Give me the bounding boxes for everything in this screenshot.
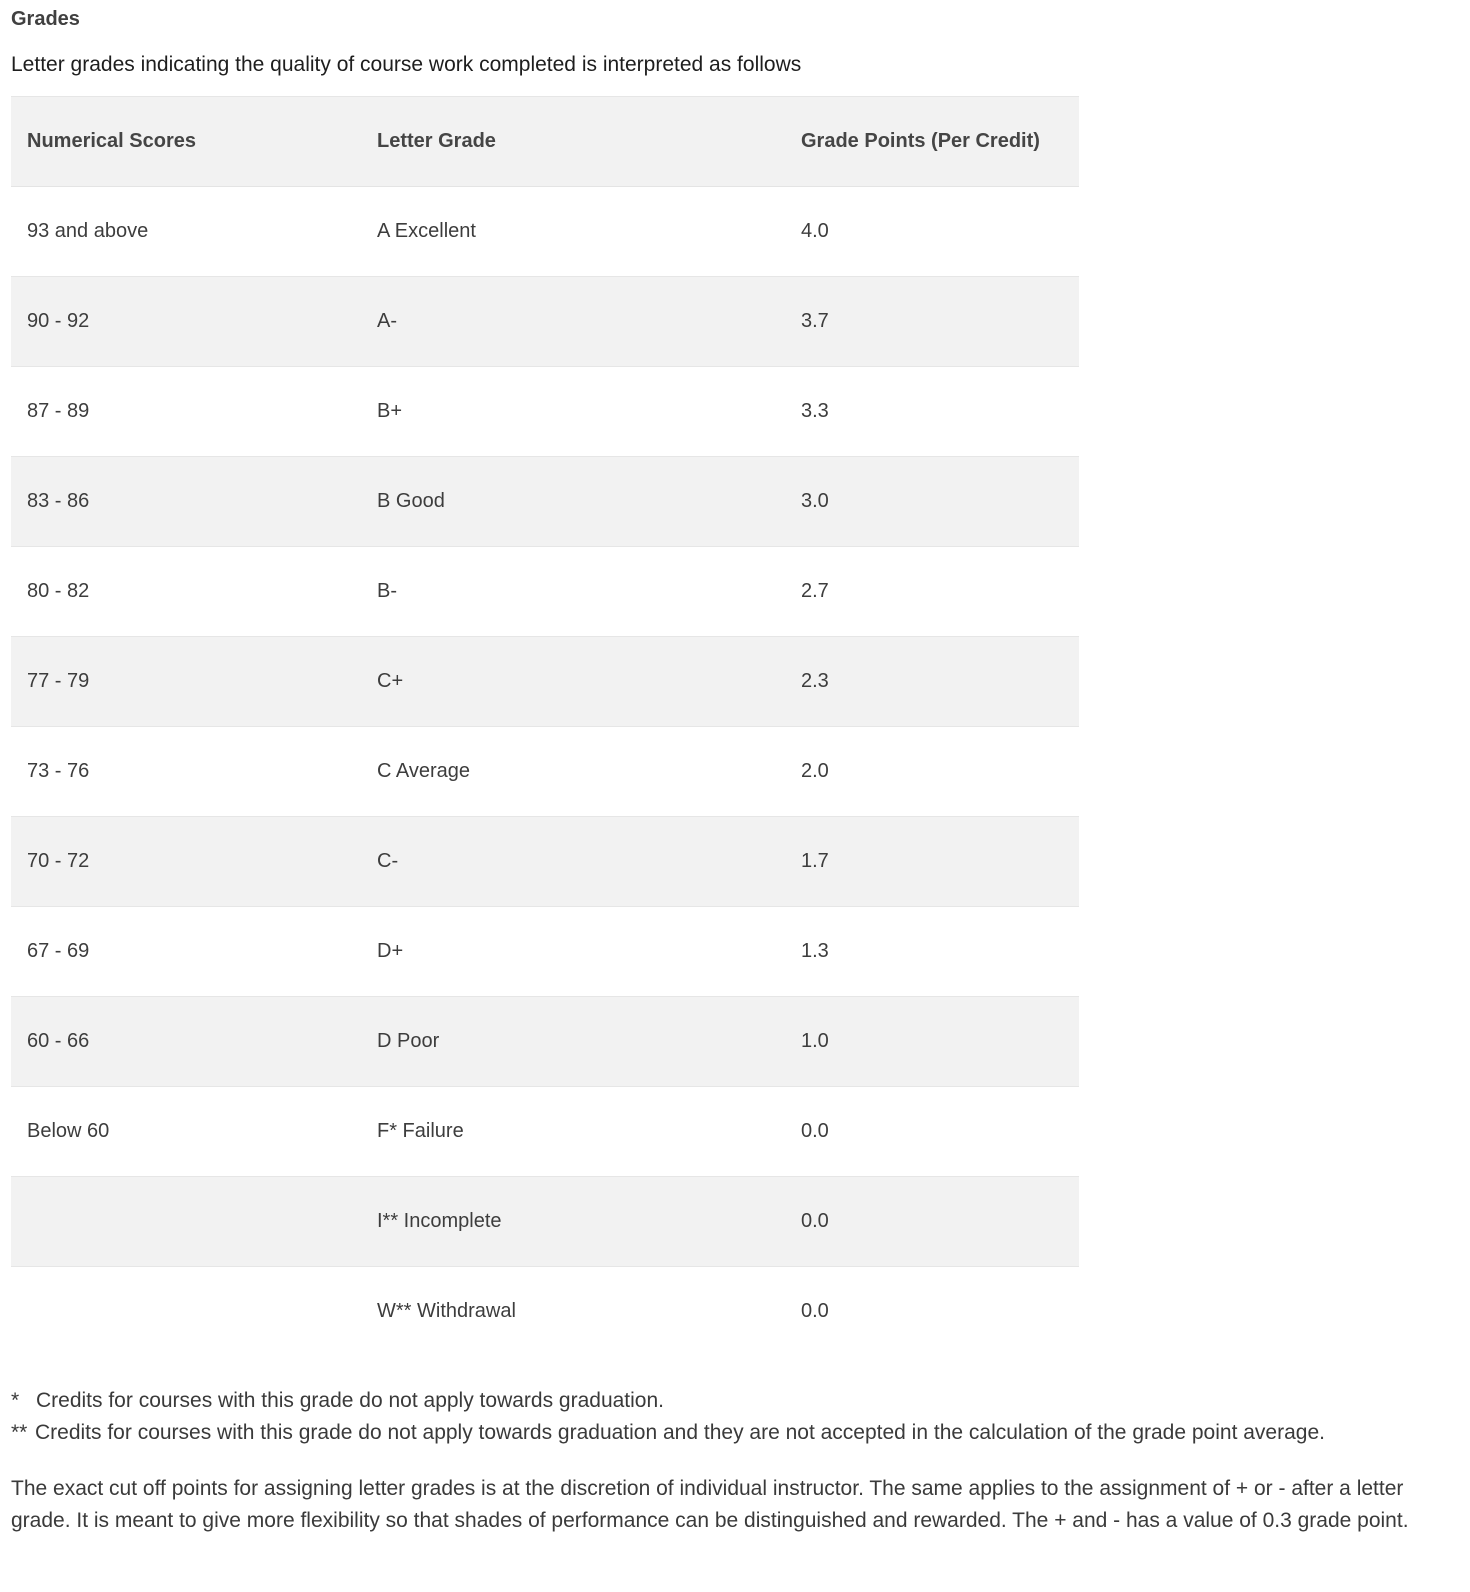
cell-grade: B+: [377, 400, 403, 422]
cell-points: 3.0: [801, 490, 829, 512]
cell-grade: C-: [377, 850, 399, 872]
section-title: Grades: [11, 8, 80, 30]
cell-grade: B-: [377, 580, 397, 602]
cell-points: 1.7: [801, 850, 829, 872]
cell-grade: A Excellent: [377, 220, 476, 242]
header-letter-grade: Letter Grade: [377, 130, 496, 152]
intro-text: Letter grades indicating the quality of course work completed is interpreted as follows: [11, 53, 802, 76]
grades-table: [11, 96, 1079, 1357]
footnote-text: Credits for courses with this grade do not apply towards graduation.: [36, 1389, 665, 1412]
cell-score: 93 and above: [27, 220, 149, 242]
cell-grade: A-: [377, 310, 397, 332]
cell-points: 2.7: [801, 580, 829, 602]
cell-score: 90 - 92: [27, 310, 90, 332]
table-row: [11, 1177, 1079, 1267]
cell-points: 0.0: [801, 1120, 829, 1142]
cell-points: 0.0: [801, 1210, 829, 1232]
table-row: [11, 997, 1079, 1087]
cell-score: Below 60: [27, 1120, 110, 1142]
cell-points: 3.7: [801, 310, 829, 332]
table-row: [11, 457, 1079, 547]
footnote-mark: **: [11, 1421, 28, 1444]
footnote-text: Credits for courses with this grade do not apply towards graduation and they are not accepted in the calculation of the grade point average.: [35, 1421, 1325, 1444]
cell-score: [11, 1267, 361, 1357]
cell-grade: C Average: [377, 760, 471, 782]
cell-grade: C+: [377, 670, 404, 692]
cell-score: 73 - 76: [27, 760, 90, 782]
table-row: [11, 187, 1079, 277]
cell-score: 60 - 66: [27, 1030, 90, 1052]
footnote-mark: *: [11, 1389, 20, 1412]
table-row: [11, 637, 1079, 727]
cell-grade: D+: [377, 940, 404, 962]
cell-grade: W** Withdrawal: [377, 1300, 516, 1323]
cell-points: 1.0: [801, 1030, 829, 1052]
table-header-row: [11, 97, 1079, 187]
cell-grade: I** Incomplete: [377, 1210, 502, 1232]
table-row: [11, 817, 1079, 907]
header-grade-points: Grade Points (Per Credit): [801, 130, 1040, 152]
table-row: [11, 547, 1079, 637]
cell-grade: D Poor: [377, 1030, 440, 1052]
table-row: [11, 367, 1079, 457]
cell-score: 80 - 82: [27, 580, 90, 602]
footnote-double-asterisk: [11, 1417, 1325, 1449]
cell-grade: F* Failure: [377, 1120, 464, 1142]
table-row: [11, 1087, 1079, 1177]
cell-points: 2.0: [801, 760, 829, 782]
cell-points: 3.3: [801, 400, 829, 422]
cell-score: 67 - 69: [27, 940, 90, 962]
closing-paragraph: The exact cut off points for assigning letter grades is at the discretion of individual instructor. The same applies to the assignment of + or - after a letter grade. It is meant to give more flexibility so that shades of performance can be distinguished and rewarded. The + and - has a value of 0.3 grade point.: [11, 1477, 1409, 1532]
cell-points: 0.0: [801, 1300, 829, 1323]
footnotes: [11, 1385, 1325, 1449]
cell-score: 77 - 79: [27, 670, 90, 692]
header-numerical-scores: Numerical Scores: [27, 130, 196, 152]
cell-score: [11, 1177, 361, 1267]
cell-points: 1.3: [801, 940, 829, 962]
cell-score: 83 - 86: [27, 490, 90, 512]
table-row: [11, 727, 1079, 817]
cell-score: 87 - 89: [27, 400, 90, 422]
cell-points: 2.3: [801, 670, 829, 692]
cell-points: 4.0: [801, 220, 829, 242]
table-row: [11, 1267, 1079, 1357]
cell-score: 70 - 72: [27, 850, 90, 872]
table-row: [11, 277, 1079, 367]
footnote-single-asterisk: [11, 1385, 1325, 1417]
table-row: [11, 907, 1079, 997]
cell-grade: B Good: [377, 490, 445, 512]
